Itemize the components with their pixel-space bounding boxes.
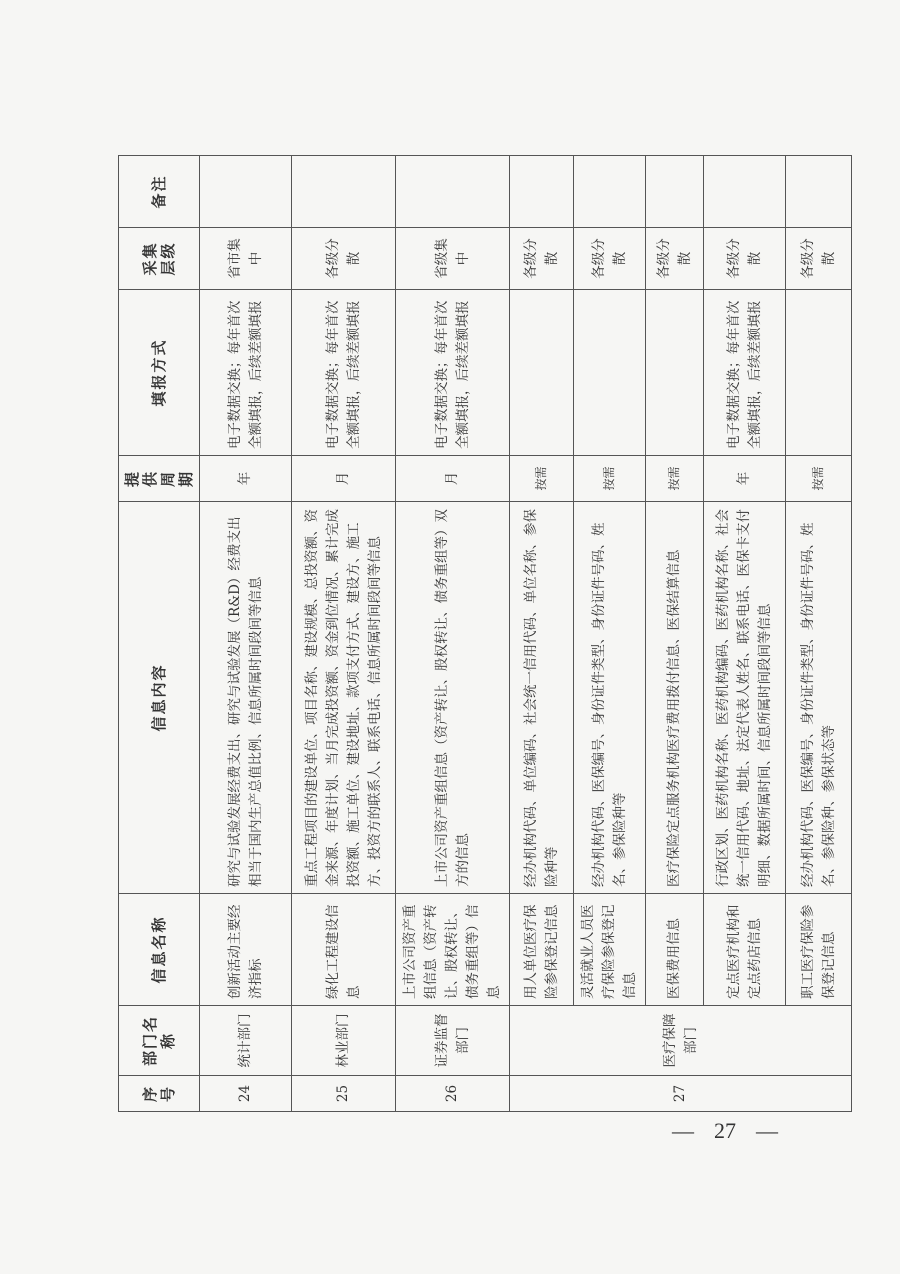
cell-remark <box>396 156 510 228</box>
cell-dept: 统计部门 <box>200 1006 292 1076</box>
table-row <box>646 156 704 1112</box>
cell-method: 电子数据交换；每年首次全额填报，后续差额填报 <box>200 290 292 456</box>
cell-level: 各级分散 <box>646 228 704 290</box>
cell-info-name: 职工医疗保险参保登记信息 <box>786 894 852 1006</box>
header-remark: 备注 <box>119 156 200 228</box>
cell-content: 医疗保险定点服务机构医疗费用拨付信息、医保结算信息 <box>646 502 704 894</box>
header-seq: 序号 <box>119 1076 200 1112</box>
header-method: 填报方式 <box>119 290 200 456</box>
cell-period: 按需 <box>574 456 646 502</box>
cell-content: 上市公司资产重组信息（资产转让、股权转让、债务重组等）双方的信息 <box>396 502 510 894</box>
dash-right: — <box>756 1118 778 1143</box>
cell-info-name: 创新活动主要经济指标 <box>200 894 292 1006</box>
cell-dept: 医疗保障部门 <box>510 1006 852 1076</box>
page-number <box>660 1118 790 1144</box>
cell-level: 各级分散 <box>704 228 786 290</box>
header-dept: 部门名称 <box>119 1006 200 1076</box>
cell-level: 各级分散 <box>292 228 396 290</box>
cell-remark <box>292 156 396 228</box>
table-row <box>574 156 646 1112</box>
cell-remark <box>646 156 704 228</box>
cell-seq: 26 <box>396 1076 510 1112</box>
table-row <box>510 156 574 1112</box>
cell-info-name: 用人单位医疗保险参保登记信息 <box>510 894 574 1006</box>
header-info-name: 信息名称 <box>119 894 200 1006</box>
cell-level: 各级分散 <box>786 228 852 290</box>
cell-remark <box>200 156 292 228</box>
cell-period: 年 <box>704 456 786 502</box>
table-row <box>704 156 786 1112</box>
header-row <box>119 156 200 1112</box>
cell-level: 省级集中 <box>396 228 510 290</box>
header-content: 信息内容 <box>119 502 200 894</box>
cell-method <box>574 290 646 456</box>
info-table <box>118 155 852 1112</box>
cell-info-name: 绿化工程建设信息 <box>292 894 396 1006</box>
cell-method <box>510 290 574 456</box>
cell-dept: 林业部门 <box>292 1006 396 1076</box>
cell-dept: 证券监督部门 <box>396 1006 510 1076</box>
cell-remark <box>786 156 852 228</box>
cell-remark <box>510 156 574 228</box>
cell-period: 按需 <box>646 456 704 502</box>
cell-remark <box>574 156 646 228</box>
cell-info-name: 医保费用信息 <box>646 894 704 1006</box>
header-period: 提供周期 <box>119 456 200 502</box>
dash-left: — <box>672 1118 694 1143</box>
cell-remark <box>704 156 786 228</box>
cell-info-name: 灵活就业人员医疗保险参保登记信息 <box>574 894 646 1006</box>
header-level: 采集层级 <box>119 228 200 290</box>
cell-level: 省市集中 <box>200 228 292 290</box>
cell-method <box>646 290 704 456</box>
table-row <box>292 156 396 1112</box>
cell-seq: 24 <box>200 1076 292 1112</box>
page-number-value: 27 <box>714 1118 736 1143</box>
cell-content: 经办机构代码、医保编号、身份证件类型、身份证件号码、姓名、参保险种等 <box>574 502 646 894</box>
cell-content: 经办机构代码、单位编码、社会统一信用代码、单位名称、参保险种等 <box>510 502 574 894</box>
cell-method: 电子数据交换；每年首次全额填报，后续差额填报 <box>704 290 786 456</box>
cell-method: 电子数据交换；每年首次全额填报，后续差额填报 <box>292 290 396 456</box>
rotated-table-wrapper <box>118 156 837 1112</box>
cell-content: 行政区划、医药机构名称、医药机构编码、医药机构名称、社会统一信用代码、地址、法定代表人姓名、联系电话、医保卡支付明细、数据所属时间、信息所属时间段间等信息 <box>704 502 786 894</box>
cell-period: 月 <box>292 456 396 502</box>
cell-info-name: 定点医疗机构和定点药店信息 <box>704 894 786 1006</box>
cell-content: 经办机构代码、医保编号、身份证件类型、身份证件号码、姓名、参保险种、参保状态等 <box>786 502 852 894</box>
cell-content: 重点工程项目的建设单位、项目名称、建设规模、总投资额、资金来源、年度计划、当月完成投资额、资金到位情况、累计完成投资额、施工单位、建设地址、款项支付方式、建设方、施工方、投资方的联系人、联系电话、信息所属时间段间等信息 <box>292 502 396 894</box>
cell-period: 月 <box>396 456 510 502</box>
table-row <box>396 156 510 1112</box>
cell-seq: 25 <box>292 1076 396 1112</box>
cell-info-name: 上市公司资产重组信息（资产转让、股权转让、债务重组等）信息 <box>396 894 510 1006</box>
table-row <box>200 156 292 1112</box>
cell-content: 研究与试验发展经费支出、研究与试验发展（R&D）经费支出相当于国内生产总值比例、信息所属时间段间等信息 <box>200 502 292 894</box>
cell-level: 各级分散 <box>510 228 574 290</box>
cell-period: 年 <box>200 456 292 502</box>
cell-method: 电子数据交换；每年首次全额填报，后续差额填报 <box>396 290 510 456</box>
cell-seq: 27 <box>510 1076 852 1112</box>
cell-period: 按需 <box>786 456 852 502</box>
cell-period: 按需 <box>510 456 574 502</box>
cell-method <box>786 290 852 456</box>
table-row <box>786 156 852 1112</box>
cell-level: 各级分散 <box>574 228 646 290</box>
